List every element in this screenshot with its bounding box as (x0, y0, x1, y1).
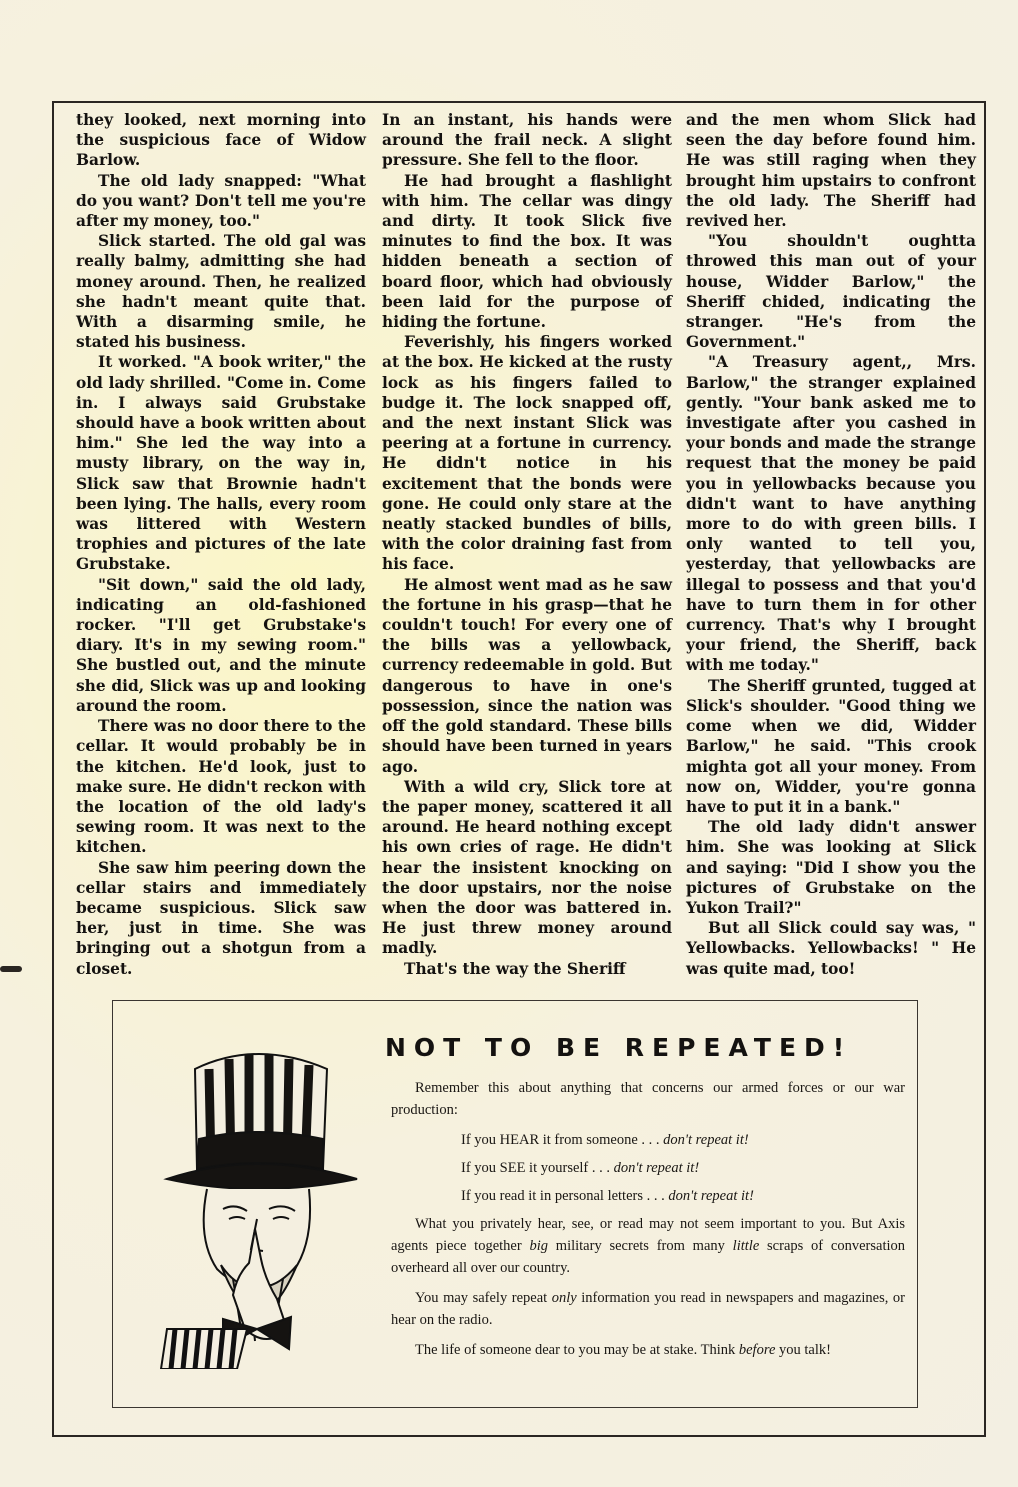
paragraph: "A Treasury agent,, Mrs. Barlow," the stranger explained gently. "Your bank asked me to investigate after you cashed in your bonds and made the strange request that the money be paid you in yellowbacks because you didn't want to have anything more to do with green bills. I only wanted to tell you, yesterday, that yellowbacks are illegal to possess and that you'd have to turn them in for other currency. That's why I brought your friend, the Sheriff, back with me today." (686, 353, 976, 675)
text-run: What you privately hear, see, or read may not seem important to you. But Axis agents piece together (391, 1216, 905, 1254)
text-emphasis: little (732, 1238, 760, 1254)
psa-body (391, 1077, 905, 1369)
rule-emphasis: don't repeat it! (613, 1160, 700, 1176)
text-run: You may safely repeat (415, 1290, 552, 1306)
paragraph: That's the way the Sheriff (404, 959, 626, 978)
text-emphasis: only (551, 1290, 577, 1306)
paragraph: There was no door there to the cellar. It would probably be in the kitchen. He'd look, just to make sure. He didn't reckon with the location of the old lady's sewing room. It was next to the kitchen. (76, 717, 366, 857)
text-run: military secrets from many (548, 1238, 733, 1254)
paragraph: She saw him peering down the cellar stairs and immediately became suspicious. Slick saw her, just in time. She was bringing out a shotgun from a closet. (76, 858, 366, 978)
uncle-sam-illustration (137, 1029, 377, 1369)
psa-rule-read (391, 1185, 905, 1207)
text-emphasis: before (738, 1342, 776, 1358)
text-run: scraps of conversation overheard all over our country. (391, 1238, 906, 1276)
paragraph: With a wild cry, Slick tore at the paper money, scattered it all around. He heard nothing except his own cries of rage. He didn't hear the insistent knocking on the door upstairs, nor the noise when the door was battered in. He just threw money around madly. (382, 777, 672, 958)
psa-intro: Remember this about anything that concerns our armed forces or our war production: (391, 1080, 905, 1118)
rule-emphasis: don't repeat it! (668, 1188, 754, 1204)
story-column-2 (382, 110, 672, 979)
paragraph: The old lady didn't answer him. She was looking at Slick and saying: "Did I show you the pictures of Grubstake on the Yukon Trail?" (686, 818, 976, 917)
paragraph: He had brought a flashlight with him. The cellar was dingy and dirty. It took Slick five minutes to find the box. It was hidden beneath a section of board floor, which had obviously been laid for the purpose of hiding the fortune. (382, 171, 672, 332)
paragraph: and the men whom Slick had seen the day before found him. He was still raging when they brought him upstairs to confront the old lady. The Sheriff had revived her. (686, 111, 976, 231)
story-column-3 (686, 110, 976, 979)
rule-emphasis: don't repeat it! (663, 1132, 749, 1148)
story-column-1 (76, 110, 366, 979)
paragraph: "Sit down," said the old lady, indicating an old-fashioned rocker. "I'll get Grubstake's diary. It's in my sewing room." She bustled out, and the minute she did, Slick was up and looking around the room. (76, 575, 366, 715)
text-run: information you read in newspapers and magazines, or hear on the radio. (391, 1290, 905, 1328)
psa-rule-see (391, 1157, 905, 1179)
psa-paragraph-axis (391, 1213, 905, 1279)
rule-text: If you read it in personal letters . . . (461, 1188, 669, 1204)
text-run: you talk! (775, 1342, 831, 1358)
paragraph: In an instant, his hands were around the frail neck. A slight pressure. She fell to the floor. (382, 111, 672, 170)
rule-text: If you HEAR it from someone . . . (461, 1132, 664, 1148)
psa-title: NOT TO BE REPEATED! (385, 1033, 853, 1062)
psa-paragraph-safe (391, 1287, 905, 1331)
psa-advertisement (112, 1000, 918, 1408)
psa-paragraph-life (391, 1339, 905, 1361)
paragraph: The old lady snapped: "What do you want? Don't tell me you're after my money, too." (76, 171, 366, 231)
paragraph: Feverishly, his fingers worked at the box. He kicked at the rusty lock as his fingers failed to budge it. The lock snapped off, and the next instant Slick was peering at a fortune in currency. He didn't notice in his excitement that the bonds were gone. He could only stare at the neatly stacked bundles of bills, with the color draining fast from his face. (382, 333, 672, 574)
paragraph: He almost went mad as he saw the fortune in his grasp—that he couldn't touch! For every one of the bills was a yellowback, currency redeemable in gold. But dangerous to have in one's possession, since the nation was off the gold standard. These bills should have been turned in years ago. (382, 575, 672, 776)
paragraph: The Sheriff grunted, tugged at Slick's shoulder. "Good thing we come when we did, Widder Barlow," he said. "This crook mighta got all your money. From now on, Widder, you're gonna have to put it in a bank." (686, 676, 976, 816)
text-run: The life of someone dear to you may be at stake. Think (415, 1342, 739, 1358)
page-edge-mark (0, 966, 22, 972)
psa-rule-hear (391, 1129, 905, 1151)
story-columns (68, 110, 984, 990)
rule-text: If you SEE it yourself . . . (461, 1160, 614, 1176)
paragraph: they looked, next morning into the suspicious face of Widow Barlow. (76, 111, 366, 170)
paragraph: It worked. "A book writer," the old lady shrilled. "Come in. Come in. I always said Grubstake should have a book written about him." She led the way into a musty library, on the way in, Slick saw that Brownie hadn't been lying. The halls, every room was littered with Western trophies and pictures of the late Grubstake. (76, 353, 366, 574)
paragraph: Slick started. The old gal was really balmy, admitting she had money around. Then, he realized she hadn't meant quite that. With a disarming smile, he stated his business. (76, 232, 366, 352)
text-emphasis: big (529, 1238, 549, 1254)
paragraph: "You shouldn't oughtta throwed this man out of your house, Widder Barlow," the Sheriff chided, indicating the stranger. "He's from the Government." (686, 232, 976, 352)
paragraph: But all Slick could say was, " Yellowbacks. Yellowbacks! " He was quite mad, too! (686, 919, 976, 978)
